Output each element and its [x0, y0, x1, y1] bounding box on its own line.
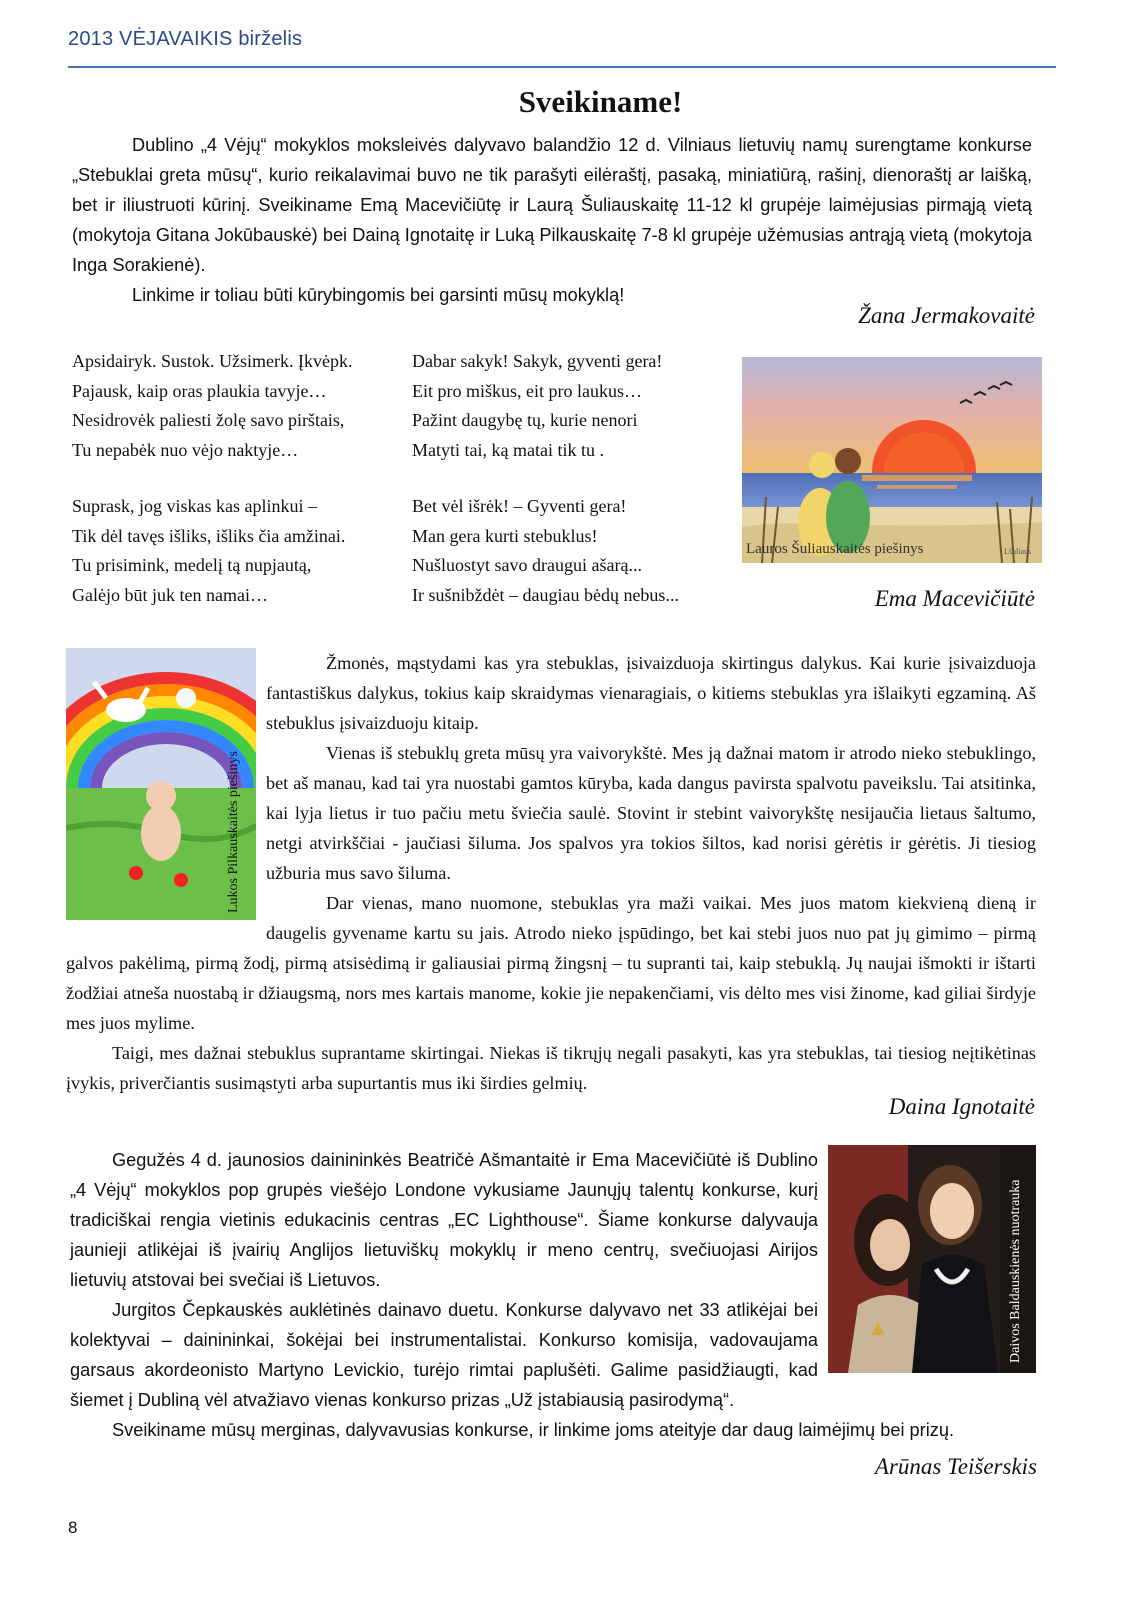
essay-body: [66, 648, 1036, 1098]
article1-body: [72, 130, 1032, 310]
essay-paragraph: Taigi, mes dažnai stebuklus suprantame skirtingai. Niekas iš tikrųjų negali pasakyti, kas yra stebuklas, tai tiesiog neįtikėtinas įvykis, priverčiantis susimąstyti arba supurtantis mus iki širdies gelmių.: [66, 1043, 1036, 1093]
essay-paragraph: Žmonės, mąstydami kas yra stebuklas, įsivaizduoja skirtingus dalykus. Kai kurie įsivaizduoja fantastiškus dalykus, tokius kaip skraidymas vienaragiais, o kitiems stebuklas yra išlaikyti egzaminą. Aš stebuklus įsivaizduoju kitaip.: [266, 653, 1036, 733]
poem-line: Tik dėl tavęs išliks, išliks čia amžinai.: [72, 525, 346, 546]
article2-paragraph: Gegužės 4 d. jaunosios dainininkės Beatričė Ašmantaitė ir Ema Macevičiūtė iš Dublino „4 Vėjų“ mokyklos pop grupės viešėjo Londone vykusiame Jaunųjų talentų konkurse, kurį tradiciškai rengia vietinis edukacinis centras „EC Lighthouse“. Šiame konkurse dalyvauja jaunieji atlikėjai iš įvairių Anglijos lietuviškų mokyklų ir meno centrų, svečiuojasi Airijos lietuvių atstovai bei svečiai iš Lietuvos.: [70, 1150, 818, 1290]
article2-signature: Arūnas Teišerskis: [874, 1454, 1037, 1479]
poem-line: Ir sušnibždėt – daugiau bėdų nebus...: [412, 584, 679, 605]
sunset-drawing: [742, 357, 1042, 563]
sunset-drawing-caption: Lauros Šuliauskaitės piešinys: [746, 541, 924, 557]
sunset-drawing-art: [742, 357, 1042, 563]
article1-paragraph: Linkime ir toliau būti kūrybingomis bei garsinti mūsų mokyklą!: [132, 285, 625, 305]
poem-line: Tu prisimink, medelį tą nupjautą,: [72, 555, 312, 575]
running-header: 2013 VĖJAVAIKIS birželis: [68, 28, 303, 50]
article2-body: [70, 1145, 1036, 1445]
poem-signature: Ema Macevičiūtė: [874, 586, 1035, 611]
singers-photo-art: [828, 1145, 1036, 1373]
article1-paragraph: Dublino „4 Vėjų“ mokyklos moksleivės dalyvavo balandžio 12 d. Vilniaus lietuvių namų surengtame konkurse „Stebuklai greta mūsų“, kurio reikalavimai buvo ne tik parašyti eilėraštį, pasaką, miniatiūrą, rašinį, dienoraštį ar laišką, bet ir iliustruoti kūrinį. Sveikiname Emą Macevičiūtę ir Laurą Šuliauskaitę 11-12 kl grupėje laimėjusias pirmąją vietą (mokytoja Gitana Jokūbauskė) bei Dainą Ignotaitę ir Luką Pilkauskaitę 7-8 kl grupėje užėmusias antrąją vietą (mokytoja Inga Sorakienė).: [72, 135, 1032, 275]
rainbow-drawing: [66, 648, 256, 920]
essay-paragraph: Vienas iš stebuklų greta mūsų yra vaivorykštė. Mes ją dažnai matom ir atrodo nieko stebuklingo, bet aš manau, kad tai yra nuostabi gamtos kūryba, kada dangus pavirsta spalvotu paveikslu. Tai atsitinka, kai lyja lietus ir tuo pačiu metu šviečia saulė. Stovint ir stebint vaivorykštę nesijaučia lietaus šaltumo, netgi atvirkščiai - jaučiasi šiluma. Jos spalvos yra tokios šiltos, kad norisi gėrėtis ir gėrėtis. Ji tiesiog užburia mus savo šiluma.: [266, 743, 1036, 883]
poem-line: Apsidairyk. Sustok. Užsimerk. Įkvėpk.: [72, 351, 353, 371]
article2-paragraph: Sveikiname mūsų merginas, dalyvavusias konkurse, ir linkime joms ateityje dar daug laimėjimų bei prizų.: [112, 1420, 955, 1440]
poem-column-1: [72, 347, 407, 637]
poem-line: Matyti tai, ką matai tik tu .: [412, 439, 604, 460]
poem-line: Tu nepabėk nuo vėjo naktyje…: [72, 439, 299, 460]
essay-paragraph: Dar vienas, mano nuomone, stebuklas yra maži vaikai. Mes juos matom kiekvieną dieną ir daugelis gyvename kartu su jais. Atrodo nieko įspūdingo, bet kai stebi juos nuo pat jų gimimo – pirmą galvos pakėlimą, pirmą žodį, pirmą atsisėdimą ir galiausiai pirmą žingsnį – tu supranti tai, kaip stebuklą. Jų naujai išmokti ir ištarti žodžiai atneša nuostabą ir džiaugsmą, nors mes kartais manome, kokie jie nepakenčiami, vis dėlto mes visi žinome, kad giliai širdyje mes juos mylime.: [66, 893, 1036, 1033]
poem-stanza: [72, 347, 407, 465]
poem-stanza: [72, 492, 407, 610]
drawing-artist-signature: Lšuliaus: [1004, 547, 1032, 556]
photo-credit: Daivos Baldauskienės nuotrauka: [1008, 1179, 1023, 1363]
poem-line: Bet vėl išrėk! – Gyventi gera!: [412, 496, 627, 516]
rainbow-drawing-caption: Lukos Pilkauskaitės piešinys: [226, 751, 241, 913]
singers-photo: [828, 1145, 1036, 1373]
poem-line: Pažint daugybę tų, kurie nenori: [412, 410, 638, 430]
poem-line: Eit pro miškus, eit pro laukus…: [412, 380, 642, 401]
article-title: Sveikiname!: [518, 84, 683, 119]
poem-line: Nesidrovėk paliesti žolę savo pirštais,: [72, 410, 345, 430]
article2-paragraph: Jurgitos Čepkauskės auklėtinės dainavo duetu. Konkurse dalyvavo net 33 atlikėjai bei kolektyvai – dainininkai, šokėjai bei instrumentalistai. Konkurso komisija, vadovaujama garsaus akordeonisto Martyno Levickio, turėjo rimtai paplušėti. Galime pasidžiaugti, kad šiemet į Dubliną vėl atvažiavo vienas konkurso prizas „Už įstabiausią pasirodymą“.: [70, 1300, 818, 1410]
page-number: 8: [68, 1518, 78, 1537]
poem-line: Man gera kurti stebuklus!: [412, 525, 598, 546]
poem-stanza: [412, 347, 732, 465]
header-rule: [68, 66, 1056, 68]
poem-line: Suprask, jog viskas kas aplinkui –: [72, 496, 317, 516]
poem-line: Dabar sakyk! Sakyk, gyventi gera!: [412, 351, 663, 371]
article1-signature: Žana Jermakovaitė: [858, 303, 1035, 328]
poem-column-2: [412, 347, 732, 637]
essay-signature: Daina Ignotaitė: [888, 1094, 1035, 1119]
poem-stanza: [412, 492, 732, 610]
poem-line: Galėjo būt juk ten namai…: [72, 584, 268, 605]
poem-line: Pajausk, kaip oras plaukia tavyje…: [72, 380, 327, 401]
poem-line: Nušluostyt savo draugui ašarą...: [412, 555, 642, 575]
